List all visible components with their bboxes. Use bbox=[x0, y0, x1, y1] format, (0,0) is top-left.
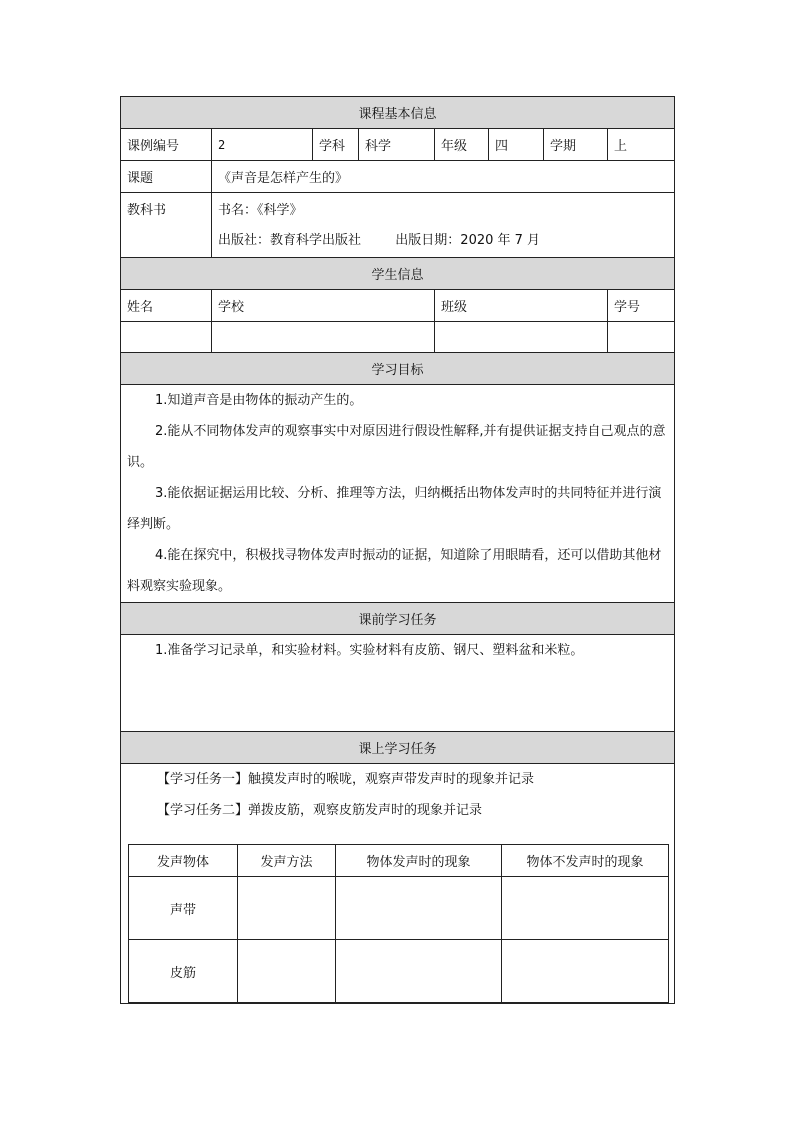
publish-date: 出版日期：2020 年 7 月 bbox=[395, 233, 541, 248]
learning-goals-list bbox=[121, 385, 675, 603]
cell-silent-rubber-band[interactable] bbox=[502, 940, 669, 1003]
section-learning-goals: 学习目标 bbox=[121, 353, 675, 385]
task-one: 【学习任务一】触摸发声时的喉咙，观察声带发声时的现象并记录 bbox=[157, 772, 535, 787]
class-field[interactable] bbox=[435, 322, 608, 353]
section-student-info: 学生信息 bbox=[121, 258, 675, 290]
publish-info bbox=[218, 226, 668, 256]
school-label: 学校 bbox=[212, 290, 435, 322]
goal-item: 1.知道声音是由物体的振动产生的。 bbox=[155, 393, 363, 408]
textbook-info bbox=[212, 193, 675, 258]
term-value: 上 bbox=[608, 129, 675, 161]
textbook-label: 教科书 bbox=[121, 193, 212, 258]
publisher: 出版社：教育科学出版社 bbox=[218, 233, 362, 248]
pre-task-item: 1.准备学习记录单，和实验材料。实验材料有皮筋、钢尺、塑料盆和米粒。 bbox=[155, 643, 584, 658]
goal-item: 2.能从不同物体发声的观察事实中对原因进行假设性解释,并有提供证据支持自己观点的意识。 bbox=[127, 424, 666, 470]
class-label: 班级 bbox=[435, 290, 608, 322]
name-field[interactable] bbox=[121, 322, 212, 353]
subject-value: 科学 bbox=[359, 129, 435, 161]
student-id-field[interactable] bbox=[608, 322, 675, 353]
grade-value: 四 bbox=[489, 129, 544, 161]
lesson-no-value: 2 bbox=[212, 129, 313, 161]
row-label-rubber-band: 皮筋 bbox=[129, 940, 238, 1003]
section-in-class-tasks: 课上学习任务 bbox=[121, 732, 675, 764]
task-two: 【学习任务二】弹拨皮筋，观察皮筋发声时的现象并记录 bbox=[157, 803, 483, 818]
student-id-label: 学号 bbox=[608, 290, 675, 322]
header-sound-object: 发声物体 bbox=[129, 845, 238, 877]
topic-label: 课题 bbox=[121, 161, 212, 193]
section-course-info: 课程基本信息 bbox=[121, 97, 675, 129]
header-method: 发声方法 bbox=[238, 845, 336, 877]
lesson-no-label: 课例编号 bbox=[121, 129, 212, 161]
observation-table bbox=[128, 844, 669, 1003]
name-label: 姓名 bbox=[121, 290, 212, 322]
lesson-worksheet bbox=[120, 96, 674, 1004]
cell-sounding-rubber-band[interactable] bbox=[336, 940, 502, 1003]
header-sounding-phenomenon: 物体发声时的现象 bbox=[336, 845, 502, 877]
cell-method-rubber-band[interactable] bbox=[238, 940, 336, 1003]
subject-label: 学科 bbox=[313, 129, 359, 161]
header-silent-phenomenon: 物体不发声时的现象 bbox=[502, 845, 669, 877]
course-info-table bbox=[120, 96, 675, 1004]
cell-silent-vocal-cords[interactable] bbox=[502, 877, 669, 940]
goal-item: 3.能依据证据运用比较、分析、推理等方法，归纳概括出物体发声时的共同特征并进行演绎判断。 bbox=[127, 486, 662, 532]
section-pre-class-tasks: 课前学习任务 bbox=[121, 603, 675, 635]
school-field[interactable] bbox=[212, 322, 435, 353]
in-class-tasks-box bbox=[121, 764, 675, 1004]
row-label-vocal-cords: 声带 bbox=[129, 877, 238, 940]
term-label: 学期 bbox=[544, 129, 608, 161]
book-name: 书名：《科学》 bbox=[218, 203, 303, 218]
cell-method-vocal-cords[interactable] bbox=[238, 877, 336, 940]
cell-sounding-vocal-cords[interactable] bbox=[336, 877, 502, 940]
topic-value: 《声音是怎样产生的》 bbox=[212, 161, 675, 193]
pre-class-tasks-box bbox=[121, 635, 675, 732]
grade-label: 年级 bbox=[435, 129, 489, 161]
goal-item: 4.能在探究中，积极找寻物体发声时振动的证据，知道除了用眼睛看，还可以借助其他材料观察实验现象。 bbox=[127, 548, 662, 594]
